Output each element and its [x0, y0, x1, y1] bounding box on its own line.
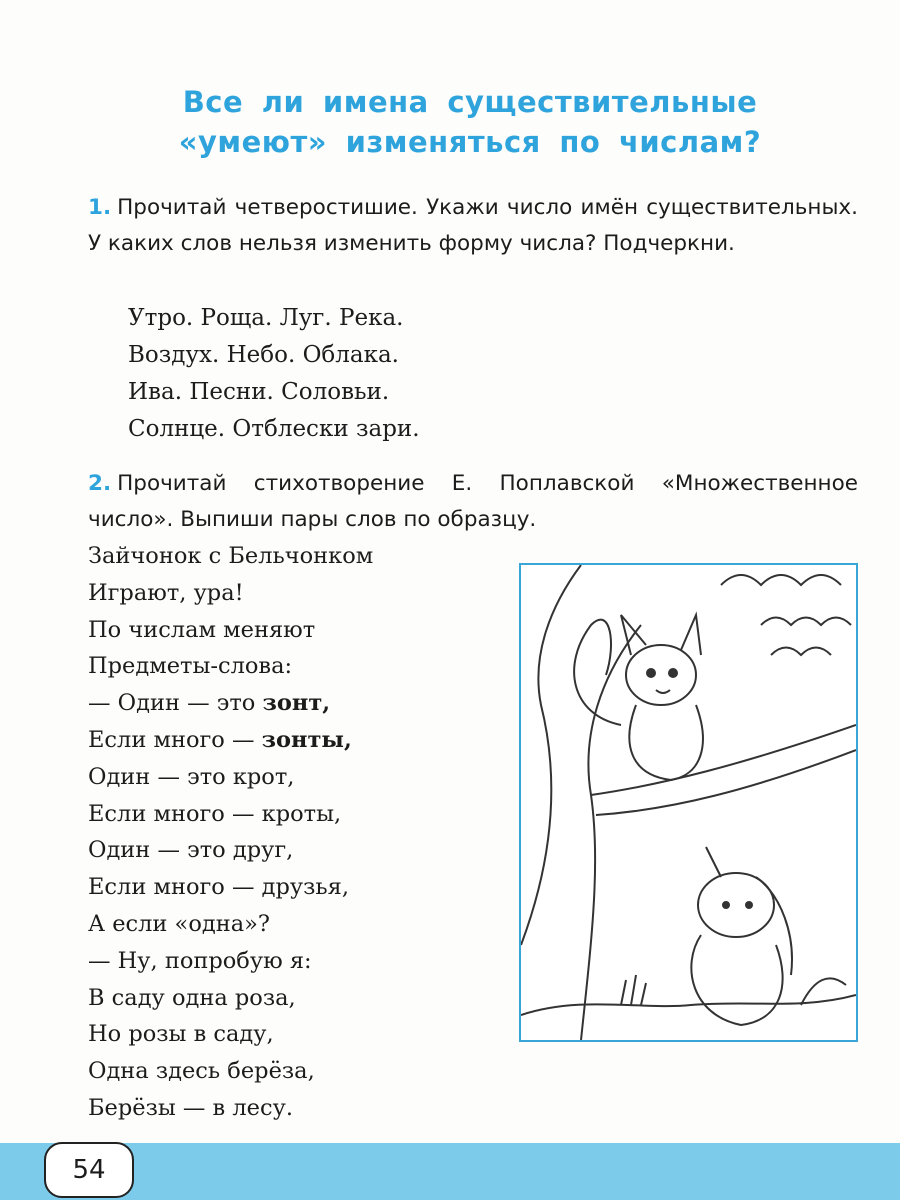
- quatrain: [128, 300, 420, 448]
- squirrel-rabbit-illustration: [519, 563, 858, 1042]
- quatrain-line: Воздух. Небо. Облака.: [128, 342, 399, 368]
- poem-line: Но розы в саду,: [88, 1021, 274, 1048]
- bottom-band: [0, 1143, 900, 1200]
- poem-line: Предметы-слова:: [88, 653, 293, 680]
- page-title: [90, 82, 850, 162]
- quatrain-line: Ива. Песни. Соловьи.: [128, 379, 390, 405]
- poem-line: В саду одна роза,: [88, 984, 296, 1011]
- poem-line: [88, 685, 373, 722]
- poem-keyword: зонт,: [262, 690, 331, 717]
- title-line-1: Все ли имена существительные: [182, 85, 758, 119]
- task-1-text: Прочитай четверостишие. Укажи число имён существительных. У каких слов нельзя изменить форму числа? Подчеркни.: [88, 195, 858, 256]
- poem-line: Зайчонок с Бельчонком: [88, 543, 374, 569]
- poem-line: Один — это друг,: [88, 837, 294, 864]
- poem-text: — Один — это: [88, 690, 263, 717]
- poem-line: Играют, ура!: [88, 579, 244, 606]
- poem-line: Если много — кроты,: [88, 800, 342, 827]
- page-number: 54: [44, 1142, 134, 1198]
- quatrain-line: Утро. Роща. Луг. Река.: [128, 305, 404, 331]
- quatrain-line: Солнце. Отблески зари.: [128, 416, 420, 442]
- poem-text: Если много —: [88, 726, 262, 753]
- task-2: [88, 466, 858, 538]
- poem-line: Берёзы — в лесу.: [88, 1094, 293, 1121]
- poem-line: По числам меняют: [88, 616, 316, 643]
- poem-line: Если много — друзья,: [88, 874, 350, 901]
- poem-line: — Ну, попробую я:: [88, 947, 312, 974]
- illustration-drawing: [521, 565, 856, 1040]
- poem-line: Одна здесь берёза,: [88, 1058, 315, 1085]
- task-1-number: 1.: [88, 195, 112, 220]
- poem-line: Один — это крот,: [88, 763, 295, 790]
- poem-line: [88, 722, 373, 759]
- task-2-text: Прочитай стихотворение Е. Поплавской «Множественное число». Выпиши пары слов по образцу.: [88, 471, 858, 532]
- task-2-number: 2.: [88, 471, 112, 496]
- poem-line: А если «одна»?: [88, 910, 270, 937]
- poem: [88, 538, 373, 1127]
- task-1: [88, 190, 858, 262]
- poem-keyword: зонты,: [261, 726, 352, 753]
- title-line-2: «умеют» изменяться по числам?: [178, 125, 762, 159]
